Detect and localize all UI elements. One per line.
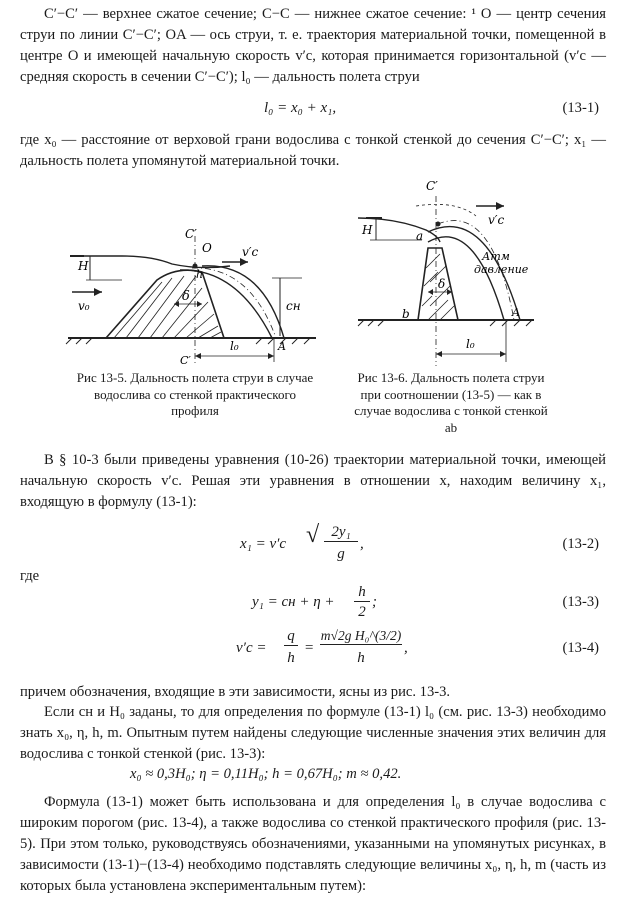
equation-13-3-frac-den: 2 <box>358 604 366 620</box>
equation-13-2-frac-den: g <box>337 546 345 562</box>
fig5-label-delta: δ <box>182 289 190 304</box>
fig6-label-b: b <box>402 307 410 321</box>
equation-13-4-tail: , <box>404 640 408 656</box>
paragraph-where-x0: где x₀ — расстояние от верховой грани водослива с тонкой стенкой до сечения C′−C′; x₁ — дальность полета упомянутой материальной точки. <box>20 132 606 169</box>
fig5-label-a: A <box>278 340 286 353</box>
equation-13-4-number: (13-4) <box>562 640 599 656</box>
fig6-label-a-small: a <box>416 229 424 243</box>
equation-values-body: x₀ ≈ 0,3H₀; η = 0,11H₀; h = 0,67H₀; m ≈ 0,42. <box>130 766 402 782</box>
equation-13-1-body: l₀ = x₀ + x₁, <box>264 100 337 116</box>
where-label: где <box>20 568 40 584</box>
fig5-label-l0: l₀ <box>230 339 239 353</box>
paragraph-clear: причем обозначения, входящие в эти зависимости, ясны из рис. 13-3. <box>20 684 451 700</box>
sqrt-sign-icon: √ <box>306 522 320 548</box>
fig6-label-vc: v′c <box>488 213 505 227</box>
equation-13-2-number: (13-2) <box>562 536 599 552</box>
fig6-label-atm2: давление <box>474 263 529 276</box>
equation-13-4-eq: = <box>304 640 315 656</box>
figure-13-6 <box>356 176 538 368</box>
equation-13-4-f1-num: q <box>284 628 298 646</box>
equation-13-1-number: (13-1) <box>562 100 599 116</box>
paragraph-if: Если cн и H₀ заданы, то для определения по формуле (13-1) l₀ (см. рис. 13-3) необходимо знать x₀, η, h, m. Опытным путем найдены следующие численные значения этих величин для водослива с тонкой стенкой (рис. 13-3): <box>20 704 606 762</box>
equation-13-2-tail: , <box>360 536 364 552</box>
equation-13-3-tail: ; <box>372 594 377 610</box>
fig6-label-h-cap: H <box>362 223 373 237</box>
equation-13-3-number: (13-3) <box>562 594 599 610</box>
fig6-label-c-top: C′ <box>426 179 438 193</box>
figure-13-6-caption: Рис 13-6. Дальность полета струи при соотношении (13-5) — как в случае водослива с тонкой стенкой ab <box>354 370 548 435</box>
fig5-label-h-small: h <box>196 268 204 281</box>
fig6-label-l0: l₀ <box>466 337 475 351</box>
figure-13-5 <box>62 218 324 366</box>
fig6-label-delta: δ <box>438 277 446 291</box>
fig5-label-c-top: C′ <box>185 227 197 241</box>
equation-13-4-f2-den: h <box>357 650 365 666</box>
equation-13-4-lhs: v′с = <box>236 640 267 656</box>
fig6-label-a: A <box>512 306 520 319</box>
fig5-label-v0: v₀ <box>78 299 90 313</box>
equation-13-4-f1-den: h <box>287 650 295 666</box>
fig5-label-cn: cн <box>286 299 301 313</box>
equation-13-3-frac-num: h <box>354 584 370 602</box>
fig6-label-atm1: Атм <box>482 250 510 263</box>
equation-13-2-lhs: x₁ = v′с <box>240 536 287 552</box>
paragraph-final: Формула (13-1) может быть использована и для определения l₀ в случае водослива с широким порогом (рис. 13-4), а также водослива со стенкой практического профиля (рис. 13-5). При этом только, руководствуясь обозначениями, указанными на упомянутых рисунках, в зависимости (13-1)−(13-4) необходимо подставлять следующие величины x₀, η, h, m (часть из которых была установлена экспериментальным путем): <box>20 794 606 894</box>
fig5-label-o: O <box>202 241 212 255</box>
equation-13-4 <box>0 628 623 672</box>
fig5-label-c-bot: C′ <box>180 354 191 366</box>
equation-13-3-lhs: y₁ = cн + η + <box>252 594 335 610</box>
fig5-label-vc: v′c <box>242 245 259 259</box>
equation-13-4-f2-num: m√2g H₀^(3/2) <box>320 628 402 643</box>
equation-13-2-frac-num: 2y₁ <box>324 524 358 542</box>
paragraph-top: C′−C′ — верхнее сжатое сечение; C−C — нижнее сжатое сечение: ¹ O — центр сечения струи по линии C′−C′; OA — ось струи, т. е. траектория материальной точки, помещенной в центре O и имеющей начальную скорость v′с, которая принимается горизонтальной (v′с — средняя скорость в сечении C′−C′); l₀ — дальность полета струи <box>20 6 606 85</box>
equation-13-3 <box>0 584 623 624</box>
paragraph-section-10-3: В § 10-3 были приведены уравнения (10-26) траектории материальной точки, имеющей начальную скорость v′с. Решая эти уравнения в отношении x, находим величину x₁, входящую в формулу (13-1): <box>20 452 606 510</box>
fig5-label-h-cap: H <box>78 259 89 273</box>
equation-13-2 <box>0 522 623 570</box>
figure-13-5-caption: Рис 13-5. Дальность полета струи в случае водослива со стенкой практического профиля <box>76 370 314 418</box>
